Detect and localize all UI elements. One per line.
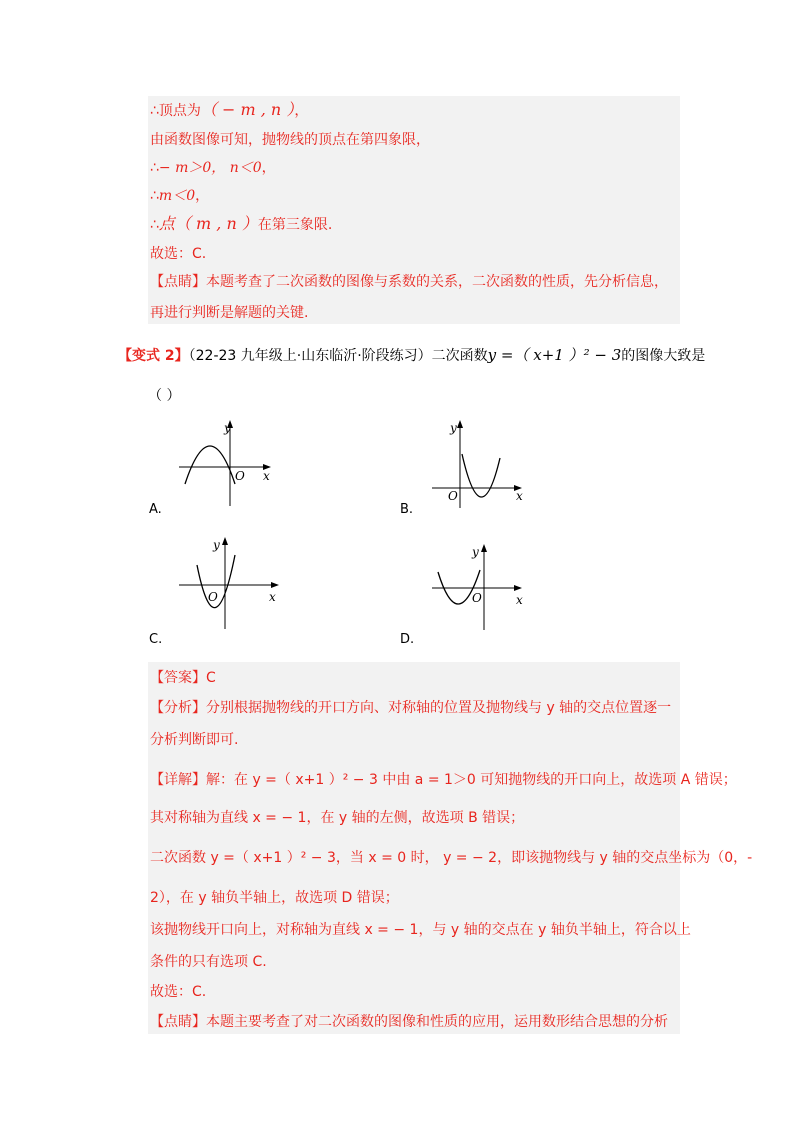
question-source: （22-23 九年级上·山东临沂·阶段练习）二次函数 <box>188 348 488 364</box>
origin-label: O <box>472 591 482 605</box>
axis-y-label: y <box>450 421 457 435</box>
option-b-label: B. <box>400 502 414 517</box>
origin-label: O <box>448 489 458 503</box>
origin-label: O <box>235 469 245 483</box>
question-tag: 【变式 2】 <box>118 348 189 364</box>
axis-x-label: x <box>269 590 276 604</box>
solution-line-8: 再进行判断是解题的关键. <box>150 305 309 321</box>
solution-line-4: ∴m＜0， <box>150 188 210 204</box>
axis-y-label: y <box>224 421 231 435</box>
axis-y-label: y <box>472 545 479 559</box>
answer-line-8: 该抛物线开口向上，对称轴为直线 x = − 1，与 y 轴的交点在 y 轴负半轴上，符合以上 <box>150 922 691 938</box>
question-line <box>118 345 705 366</box>
solution-line-3: ∴− m＞0， n＜0， <box>150 160 276 176</box>
solution-line-7: 【点睛】本题考查了二次函数的图像与系数的关系，二次函数的性质，先分析信息， <box>150 274 668 290</box>
answer-line-6: 二次函数 y =（ x+1 ）² − 3，当 x = 0 时， y = − 2，即该抛物线与 y 轴的交点坐标为（0，- <box>150 850 753 866</box>
option-d-label: D. <box>400 632 415 647</box>
axis-x-label: x <box>516 489 523 503</box>
answer-line-9: 条件的只有选项 C. <box>150 954 267 970</box>
answer-line-11: 【点睛】本题主要考查了对二次函数的图像和性质的应用，运用数形结合思想的分析 <box>150 1014 668 1030</box>
graph-option-d <box>428 542 533 632</box>
axis-y-label: y <box>213 538 220 552</box>
answer-line-7: 2），在 y 轴负半轴上，故选项 D 错误； <box>150 890 399 906</box>
solution-line-6: 故选：C. <box>150 246 207 262</box>
axis-x-label: x <box>516 593 523 607</box>
axis-x-label: x <box>263 469 270 483</box>
option-c-label: C. <box>149 632 163 647</box>
question-suffix: 的图像大致是 <box>621 348 706 364</box>
answer-line-10: 故选：C. <box>150 984 207 1000</box>
solution-line-2: 由函数图像可知，抛物线的顶点在第四象限， <box>150 132 430 148</box>
solution-line-5: ∴点（ m , n ）在第三象限. <box>150 214 333 233</box>
graph-option-c <box>175 535 285 631</box>
graph-option-a <box>175 418 285 510</box>
graph-option-b <box>428 418 533 510</box>
answer-blank: （ ） <box>148 388 181 404</box>
answer-line-5: 其对称轴为直线 x = − 1，在 y 轴的左侧，故选项 B 错误； <box>150 810 525 826</box>
option-a-label: A. <box>149 502 162 517</box>
question-formula: y =（ x+1 ）² − 3 <box>487 346 622 364</box>
answer-line-2: 【分析】分别根据抛物线的开口方向、对称轴的位置及抛物线与 y 轴的交点位置逐一 <box>150 700 672 716</box>
solution-line-1: ∴顶点为（ − m , n ）， <box>150 100 309 119</box>
origin-label: O <box>208 590 218 604</box>
answer-line-3: 分析判断即可. <box>150 732 239 748</box>
answer-line-1: 【答案】C <box>150 670 216 686</box>
answer-line-4: 【详解】解：在 y =（ x+1 ）² − 3 中由 a = 1＞0 可知抛物线的开口向上，故选项 A 错误； <box>150 772 737 788</box>
